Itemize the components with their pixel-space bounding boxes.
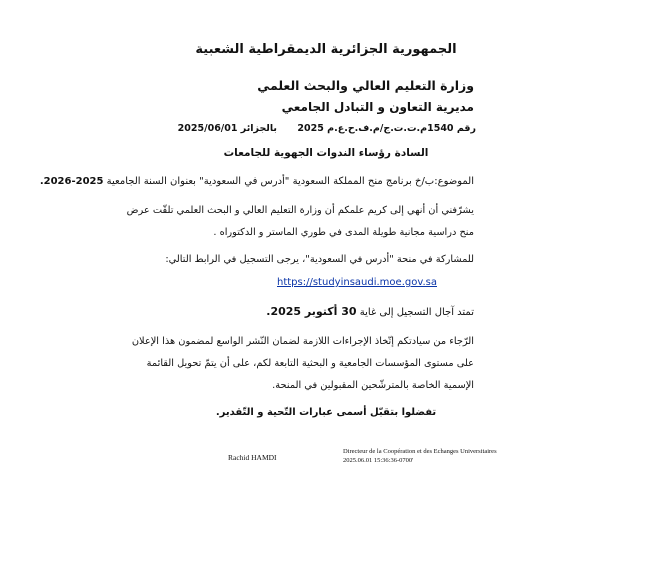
paragraph-registration: للمشاركة في منحة "أدرس في السعودية"، يرجى التسجيل في الرابط التالي: — [165, 254, 474, 265]
recipients-line: السادة رؤساء الندوات الجهوية للجامعات — [223, 147, 429, 159]
deadline-date: 30 أكتوبر 2025. — [266, 305, 357, 318]
directorate-name: مديرية التعاون و التبادل الجامعي — [281, 100, 474, 114]
deadline-line — [266, 305, 474, 318]
registration-link[interactable]: https://studyinsaudi.moe.gov.sa — [277, 277, 437, 288]
signer-name: Rachid HAMDI — [228, 453, 277, 462]
subject-label: الموضوع: — [434, 176, 474, 187]
subject-years: 2025-2026. — [39, 176, 104, 187]
subject-text: ب/خ برنامج منح المملكة السعودية "أدرس في السعودية" بعنوان السنة الجامعية — [106, 176, 435, 187]
ministry-name: وزارة التعليم العالي والبحث العلمي — [257, 78, 474, 93]
closing-formula: تفضلوا بتقبّل أسمى عبارات التّحية و التّقدير. — [215, 407, 437, 418]
signature-timestamp: 2025.06.01 15:36:36-0700' — [343, 457, 414, 464]
deadline-text: تمتد آجال التسجيل إلى غاية — [359, 307, 474, 318]
digital-signature-block — [343, 447, 543, 465]
signer-title: Directeur de la Coopération et des Echanges Universitaires — [343, 448, 497, 455]
reference-number: رقم 1540م.ت.ت.ج/م.ف.ح.ع.م 2025 — [297, 123, 476, 134]
paragraph-offer: يشرّفني أن أنهي إلى كريم علمكم أن وزارة التعليم العالي و البحث العلمي تلقّت عرض منح دراسية مجانية طويلة المدى في طوري الماستر و الدكتوراه . — [126, 205, 474, 238]
republic-header: الجمهورية الجزائرية الديمقراطية الشعبية — [195, 42, 457, 57]
paragraph-request: الرّجاء من سيادتكم إتّخاذ الإجراءات اللازمة لضمان النّشر الواسع لمضمون هذا الإعلان على مستوى المؤسسات الجامعية و البحثية التابعة لكم، على أن يتمّ تحويل القائمة الإسمية الخاصة بالمترشّحين المقبولين في المنحة. — [131, 336, 474, 391]
subject-line — [40, 176, 474, 187]
letter-date: بالجزائر 2025/06/01 — [177, 123, 277, 134]
